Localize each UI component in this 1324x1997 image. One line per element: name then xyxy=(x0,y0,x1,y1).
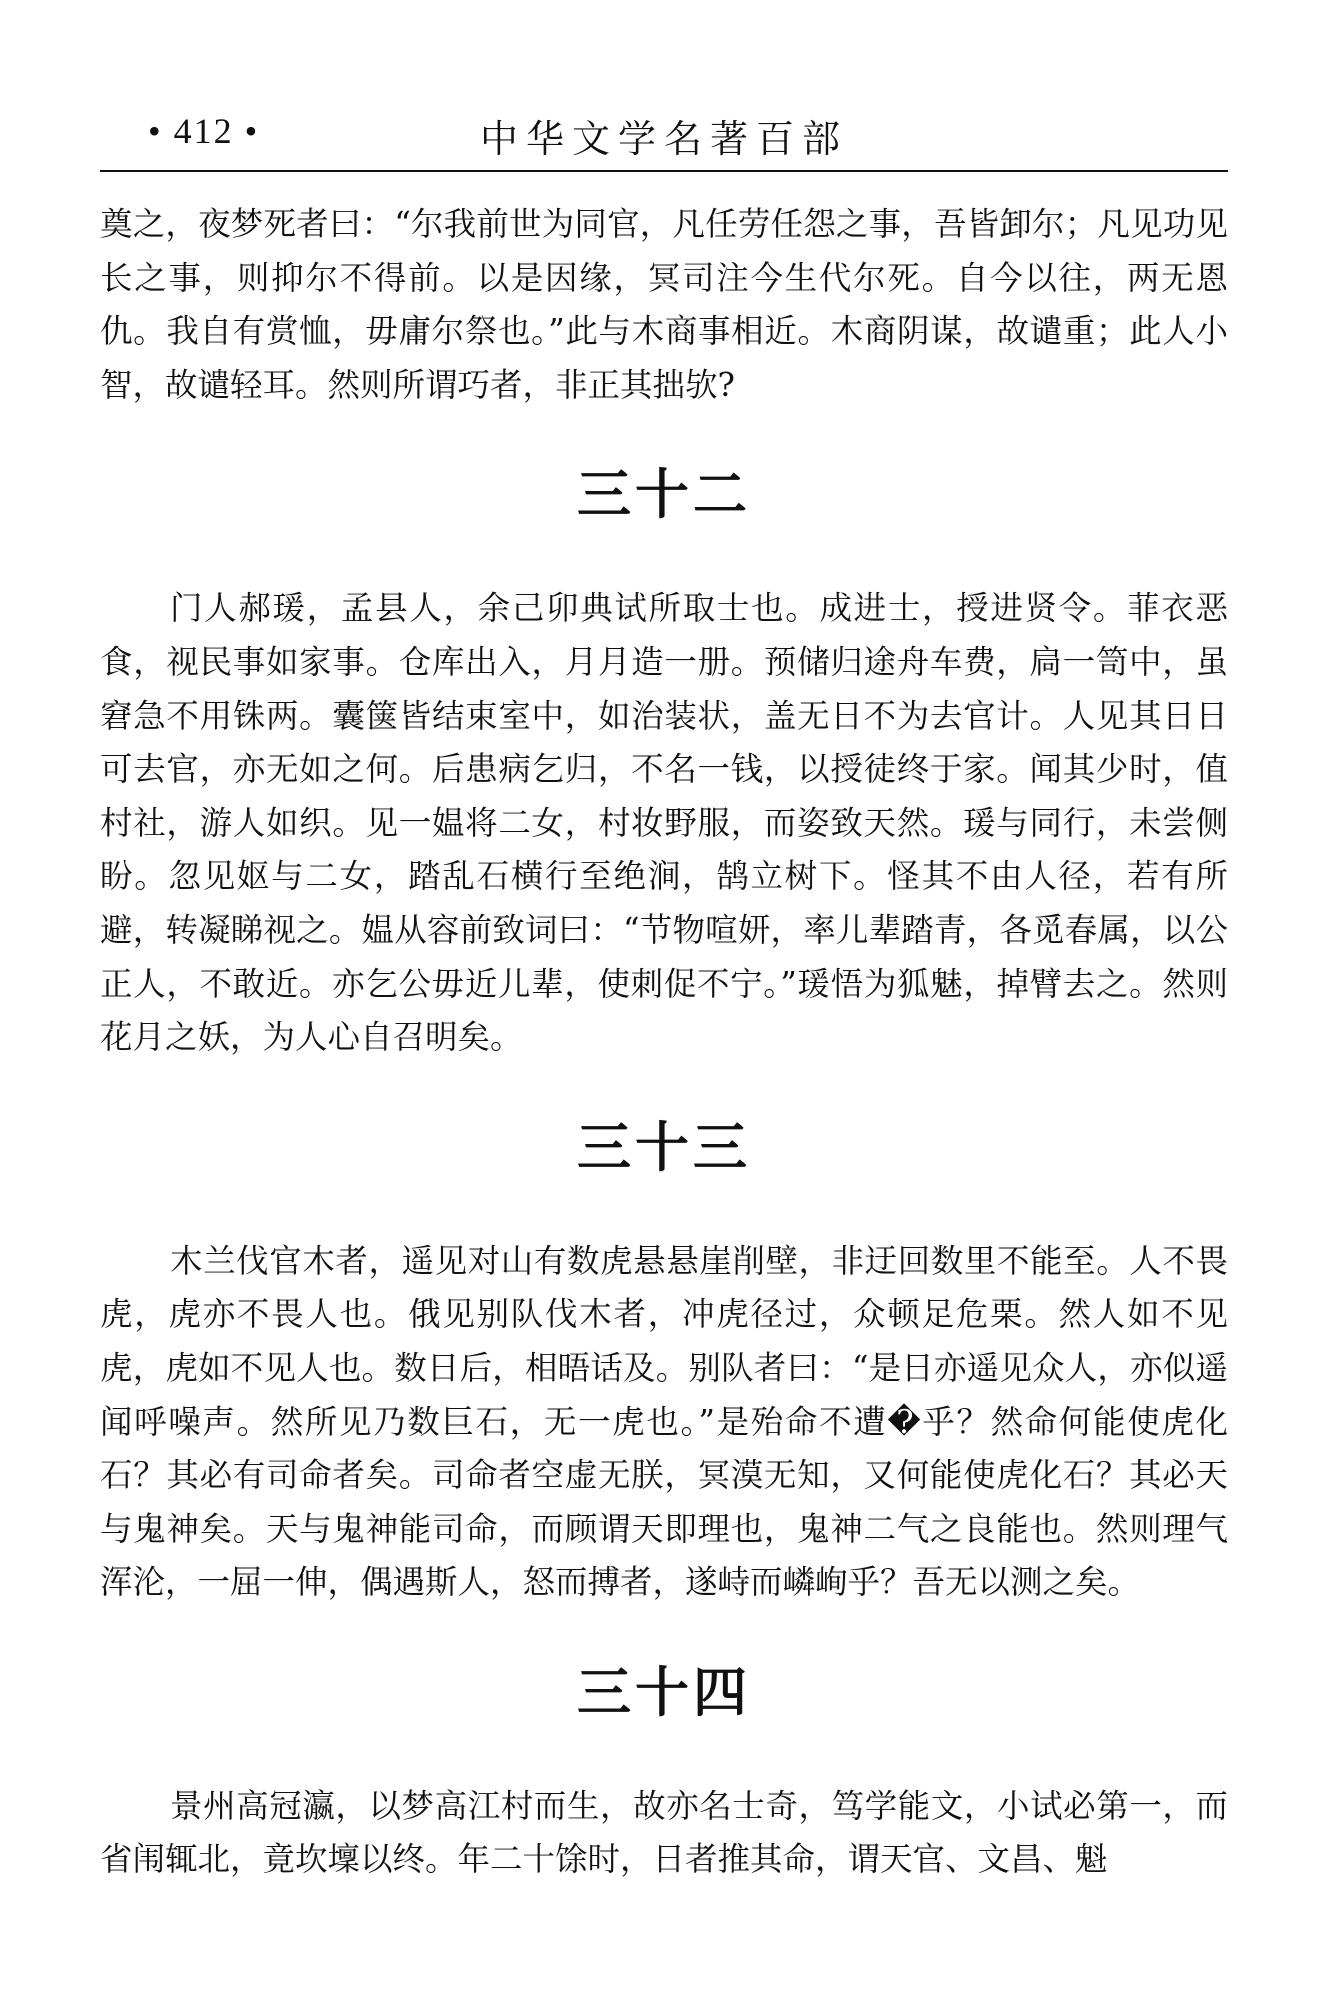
page-number: • 412 • xyxy=(148,111,260,151)
paragraph-32: 门人郝瑗，孟县人，余己卯典试所取士也。成进士，授进贤令。菲衣恶食，视民事如家事。仓库出入，月月造一册。预储归途舟车费，扃一笥中，虽窘急不用铢两。囊箧皆结束室中，如治装状，盖无日不为去官计。人见其日日可去官，亦无如之何。后患病乞归，不名一钱，以授徒终于家。闻其少时，值村社，游人如织。见一媪将二女，村妆野服，而姿致天然。瑗与同行，未尝侧盼。忽见妪与二女，踏乱石横行至绝涧，鹄立树下。怪其不由人径，若有所避，转凝睇视之。媪从容前致词曰：“节物喧妍，率儿辈踏青，各觅春属，以公正人，不敢近。亦乞公毋近儿辈，使刺促不宁。”瑗悟为狐魅，掉臂去之。然则花月之妖，为人心自召明矣。 xyxy=(100,589,1228,1057)
paragraph-34: 景州高冠瀛，以梦高江村而生，故亦名士奇，笃学能文，小试必第一，而省闱辄北，竟坎壈以终。年二十馀时，日者推其命，谓天官、文昌、魁 xyxy=(100,1786,1228,1879)
running-title: 中华文学名著百部 xyxy=(479,117,848,161)
paragraph-continued: 奠之，夜梦死者曰：“尔我前世为同官，凡任劳任怨之事，吾皆卸尔；凡见功见长之事，则抑尔不得前。以是因缘，冥司注今生代尔死。自今以往，两无恩仇。我自有赏恤，毋庸尔祭也。”此与木商事相近。木商阴谋，故谴重；此人小智，故谴轻耳。然则所谓巧者，非正其拙欤? xyxy=(100,205,1228,404)
section-title-32: 三十二 xyxy=(577,462,751,527)
page-header xyxy=(100,108,1228,172)
page-content xyxy=(100,198,1228,1887)
section-title-34: 三十四 xyxy=(577,1659,751,1724)
paragraph-33: 木兰伐官木者，遥见对山有数虎悬悬崖削壁，非迂回数里不能至。人不畏虎，虎亦不畏人也。俄见别队伐木者，冲虎径过，众顿足危栗。然人如不见虎，虎如不见人也。数日后，相晤话及。别队者曰：“是日亦遥见众人，亦似遥闻呼噪声。然所见乃数巨石，无一虎也。”是殆命不遭�乎？然命何能使虎化石？其必有司命者矣。司命者空虚无朕，冥漠无知，又何能使虎化石？其必天与鬼神矣。天与鬼神能司命，而顾谓天即理也，鬼神二气之良能也。然则理气浑沦，一屈一伸，偶遇斯人，怒而搏者，遂峙而嶙峋乎？吾无以测之矣。 xyxy=(100,1241,1228,1602)
section-title-33: 三十三 xyxy=(577,1114,751,1179)
header-rule xyxy=(100,170,1228,172)
